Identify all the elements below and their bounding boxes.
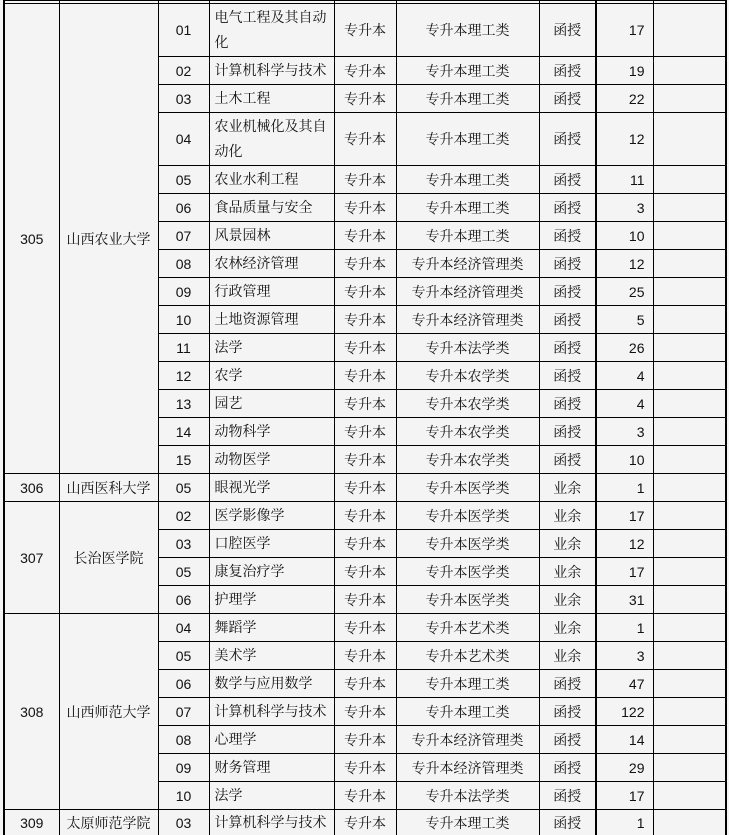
empty-cell — [653, 250, 726, 278]
study-form-cell: 函授 — [539, 390, 596, 418]
category-cell: 专升本理工类 — [396, 670, 539, 698]
empty-cell — [653, 166, 726, 194]
study-form-cell: 函授 — [539, 698, 596, 726]
category-cell: 专升本理工类 — [396, 810, 539, 835]
category-cell: 专升本经济管理类 — [396, 726, 539, 754]
empty-cell — [653, 4, 726, 57]
count-cell: 1 — [596, 474, 653, 502]
table-body — [4, 4, 726, 835]
category-cell: 专升本法学类 — [396, 782, 539, 810]
level-cell: 专升本 — [334, 306, 396, 334]
major-name-cell: 园艺 — [209, 390, 334, 418]
table-row — [4, 4, 726, 57]
category-cell: 专升本理工类 — [396, 194, 539, 222]
category-cell: 专升本法学类 — [396, 334, 539, 362]
major-name-cell: 农林经济管理 — [209, 250, 334, 278]
major-code-cell: 08 — [158, 726, 209, 754]
study-form-cell: 函授 — [539, 57, 596, 85]
count-cell: 14 — [596, 726, 653, 754]
count-cell: 26 — [596, 334, 653, 362]
count-cell: 29 — [596, 754, 653, 782]
table-row — [4, 502, 726, 530]
major-code-cell: 07 — [158, 222, 209, 250]
category-cell: 专升本理工类 — [396, 4, 539, 57]
major-name-cell: 行政管理 — [209, 278, 334, 306]
major-name-cell: 计算机科学与技术 — [209, 810, 334, 835]
study-form-cell: 函授 — [539, 222, 596, 250]
major-code-cell: 04 — [158, 614, 209, 642]
empty-cell — [653, 782, 726, 810]
count-cell: 22 — [596, 85, 653, 113]
level-cell: 专升本 — [334, 418, 396, 446]
count-cell: 5 — [596, 306, 653, 334]
empty-cell — [653, 614, 726, 642]
level-cell: 专升本 — [334, 194, 396, 222]
major-code-cell: 05 — [158, 474, 209, 502]
count-cell: 17 — [596, 502, 653, 530]
empty-cell — [653, 278, 726, 306]
empty-cell — [653, 194, 726, 222]
major-name-cell: 土地资源管理 — [209, 306, 334, 334]
school-code-cell: 306 — [4, 474, 59, 502]
table-row — [4, 474, 726, 502]
study-form-cell: 函授 — [539, 4, 596, 57]
empty-cell — [653, 558, 726, 586]
major-name-cell: 农业机械化及其自动化 — [209, 113, 334, 166]
count-cell: 122 — [596, 698, 653, 726]
major-name-cell: 口腔医学 — [209, 530, 334, 558]
empty-cell — [653, 502, 726, 530]
category-cell: 专升本医学类 — [396, 502, 539, 530]
major-code-cell: 02 — [158, 502, 209, 530]
empty-cell — [653, 698, 726, 726]
level-cell: 专升本 — [334, 57, 396, 85]
major-code-cell: 14 — [158, 418, 209, 446]
major-name-cell: 农学 — [209, 362, 334, 390]
count-cell: 25 — [596, 278, 653, 306]
category-cell: 专升本艺术类 — [396, 642, 539, 670]
major-code-cell: 05 — [158, 642, 209, 670]
empty-cell — [653, 754, 726, 782]
count-cell: 10 — [596, 222, 653, 250]
study-form-cell: 函授 — [539, 726, 596, 754]
category-cell: 专升本理工类 — [396, 166, 539, 194]
major-code-cell: 15 — [158, 446, 209, 474]
level-cell: 专升本 — [334, 113, 396, 166]
study-form-cell: 函授 — [539, 362, 596, 390]
study-form-cell: 业余 — [539, 502, 596, 530]
major-code-cell: 01 — [158, 4, 209, 57]
major-name-cell: 舞蹈学 — [209, 614, 334, 642]
major-name-cell: 土木工程 — [209, 85, 334, 113]
level-cell: 专升本 — [334, 698, 396, 726]
empty-cell — [653, 306, 726, 334]
empty-cell — [653, 446, 726, 474]
school-code-cell: 307 — [4, 502, 59, 614]
school-code-cell: 308 — [4, 614, 59, 810]
major-name-cell: 心理学 — [209, 726, 334, 754]
study-form-cell: 业余 — [539, 530, 596, 558]
level-cell: 专升本 — [334, 390, 396, 418]
level-cell: 专升本 — [334, 810, 396, 835]
count-cell: 11 — [596, 166, 653, 194]
category-cell: 专升本经济管理类 — [396, 278, 539, 306]
university-name-cell: 长治医学院 — [59, 502, 158, 614]
count-cell: 17 — [596, 4, 653, 57]
major-code-cell: 09 — [158, 754, 209, 782]
major-name-cell: 计算机科学与技术 — [209, 698, 334, 726]
empty-cell — [653, 222, 726, 250]
empty-cell — [653, 113, 726, 166]
count-cell: 4 — [596, 362, 653, 390]
count-cell: 31 — [596, 586, 653, 614]
university-name-cell: 山西师范大学 — [59, 614, 158, 810]
study-form-cell: 函授 — [539, 810, 596, 835]
level-cell: 专升本 — [334, 250, 396, 278]
major-name-cell: 眼视光学 — [209, 474, 334, 502]
level-cell: 专升本 — [334, 166, 396, 194]
major-code-cell: 13 — [158, 390, 209, 418]
major-code-cell: 04 — [158, 113, 209, 166]
category-cell: 专升本农学类 — [396, 362, 539, 390]
major-code-cell: 03 — [158, 85, 209, 113]
major-name-cell: 农业水利工程 — [209, 166, 334, 194]
level-cell: 专升本 — [334, 614, 396, 642]
level-cell: 专升本 — [334, 278, 396, 306]
category-cell: 专升本经济管理类 — [396, 250, 539, 278]
category-cell: 专升本农学类 — [396, 418, 539, 446]
empty-cell — [653, 390, 726, 418]
university-name-cell: 山西农业大学 — [59, 4, 158, 474]
level-cell: 专升本 — [334, 586, 396, 614]
count-cell: 17 — [596, 782, 653, 810]
major-code-cell: 06 — [158, 670, 209, 698]
study-form-cell: 函授 — [539, 113, 596, 166]
count-cell: 4 — [596, 390, 653, 418]
empty-cell — [653, 530, 726, 558]
study-form-cell: 函授 — [539, 306, 596, 334]
major-code-cell: 03 — [158, 810, 209, 835]
empty-cell — [653, 642, 726, 670]
category-cell: 专升本理工类 — [396, 57, 539, 85]
empty-cell — [653, 474, 726, 502]
level-cell: 专升本 — [334, 85, 396, 113]
category-cell: 专升本农学类 — [396, 446, 539, 474]
major-code-cell: 07 — [158, 698, 209, 726]
major-code-cell: 02 — [158, 57, 209, 85]
level-cell: 专升本 — [334, 642, 396, 670]
major-name-cell: 美术学 — [209, 642, 334, 670]
count-cell: 10 — [596, 446, 653, 474]
major-code-cell: 03 — [158, 530, 209, 558]
category-cell: 专升本经济管理类 — [396, 306, 539, 334]
major-name-cell: 数学与应用数学 — [209, 670, 334, 698]
count-cell: 3 — [596, 642, 653, 670]
study-form-cell: 函授 — [539, 250, 596, 278]
study-form-cell: 业余 — [539, 474, 596, 502]
level-cell: 专升本 — [334, 726, 396, 754]
major-name-cell: 法学 — [209, 782, 334, 810]
major-code-cell: 09 — [158, 278, 209, 306]
school-code-cell: 309 — [4, 810, 59, 835]
table-row — [4, 810, 726, 835]
major-code-cell: 11 — [158, 334, 209, 362]
major-code-cell: 05 — [158, 558, 209, 586]
university-name-cell: 太原师范学院 — [59, 810, 158, 835]
level-cell: 专升本 — [334, 362, 396, 390]
major-name-cell: 护理学 — [209, 586, 334, 614]
count-cell: 3 — [596, 418, 653, 446]
study-form-cell: 函授 — [539, 166, 596, 194]
study-form-cell: 业余 — [539, 558, 596, 586]
study-form-cell: 函授 — [539, 670, 596, 698]
category-cell: 专升本医学类 — [396, 558, 539, 586]
major-name-cell: 康复治疗学 — [209, 558, 334, 586]
category-cell: 专升本医学类 — [396, 474, 539, 502]
major-name-cell: 计算机科学与技术 — [209, 57, 334, 85]
count-cell: 12 — [596, 530, 653, 558]
study-form-cell: 函授 — [539, 418, 596, 446]
major-name-cell: 动物医学 — [209, 446, 334, 474]
university-name-cell: 山西医科大学 — [59, 474, 158, 502]
major-name-cell: 动物科学 — [209, 418, 334, 446]
empty-cell — [653, 670, 726, 698]
category-cell: 专升本理工类 — [396, 222, 539, 250]
major-code-cell: 10 — [158, 306, 209, 334]
category-cell: 专升本理工类 — [396, 113, 539, 166]
major-code-cell: 12 — [158, 362, 209, 390]
level-cell: 专升本 — [334, 334, 396, 362]
empty-cell — [653, 362, 726, 390]
count-cell: 1 — [596, 810, 653, 835]
level-cell: 专升本 — [334, 754, 396, 782]
study-form-cell: 函授 — [539, 782, 596, 810]
level-cell: 专升本 — [334, 222, 396, 250]
study-form-cell: 函授 — [539, 334, 596, 362]
level-cell: 专升本 — [334, 558, 396, 586]
major-code-cell: 10 — [158, 782, 209, 810]
count-cell: 1 — [596, 614, 653, 642]
count-cell: 47 — [596, 670, 653, 698]
level-cell: 专升本 — [334, 530, 396, 558]
category-cell: 专升本医学类 — [396, 530, 539, 558]
enrollment-table — [3, 0, 727, 835]
category-cell: 专升本经济管理类 — [396, 754, 539, 782]
major-code-cell: 08 — [158, 250, 209, 278]
major-name-cell: 法学 — [209, 334, 334, 362]
count-cell: 12 — [596, 250, 653, 278]
study-form-cell: 业余 — [539, 642, 596, 670]
study-form-cell: 函授 — [539, 194, 596, 222]
study-form-cell: 函授 — [539, 754, 596, 782]
level-cell: 专升本 — [334, 474, 396, 502]
major-code-cell: 06 — [158, 586, 209, 614]
category-cell: 专升本理工类 — [396, 698, 539, 726]
study-form-cell: 业余 — [539, 586, 596, 614]
study-form-cell: 函授 — [539, 85, 596, 113]
category-cell: 专升本医学类 — [396, 586, 539, 614]
category-cell: 专升本农学类 — [396, 390, 539, 418]
major-name-cell: 风景园林 — [209, 222, 334, 250]
major-name-cell: 电气工程及其自动化 — [209, 4, 334, 57]
major-code-cell: 06 — [158, 194, 209, 222]
table-row — [4, 614, 726, 642]
empty-cell — [653, 85, 726, 113]
study-form-cell: 业余 — [539, 614, 596, 642]
major-name-cell: 财务管理 — [209, 754, 334, 782]
empty-cell — [653, 418, 726, 446]
major-code-cell: 05 — [158, 166, 209, 194]
level-cell: 专升本 — [334, 4, 396, 57]
empty-cell — [653, 586, 726, 614]
study-form-cell: 函授 — [539, 446, 596, 474]
count-cell: 12 — [596, 113, 653, 166]
empty-cell — [653, 810, 726, 835]
count-cell: 19 — [596, 57, 653, 85]
level-cell: 专升本 — [334, 446, 396, 474]
empty-cell — [653, 726, 726, 754]
major-name-cell: 食品质量与安全 — [209, 194, 334, 222]
level-cell: 专升本 — [334, 502, 396, 530]
empty-cell — [653, 57, 726, 85]
level-cell: 专升本 — [334, 782, 396, 810]
study-form-cell: 函授 — [539, 278, 596, 306]
category-cell: 专升本理工类 — [396, 85, 539, 113]
count-cell: 17 — [596, 558, 653, 586]
empty-cell — [653, 334, 726, 362]
level-cell: 专升本 — [334, 670, 396, 698]
category-cell: 专升本艺术类 — [396, 614, 539, 642]
major-name-cell: 医学影像学 — [209, 502, 334, 530]
count-cell: 3 — [596, 194, 653, 222]
school-code-cell: 305 — [4, 4, 59, 474]
